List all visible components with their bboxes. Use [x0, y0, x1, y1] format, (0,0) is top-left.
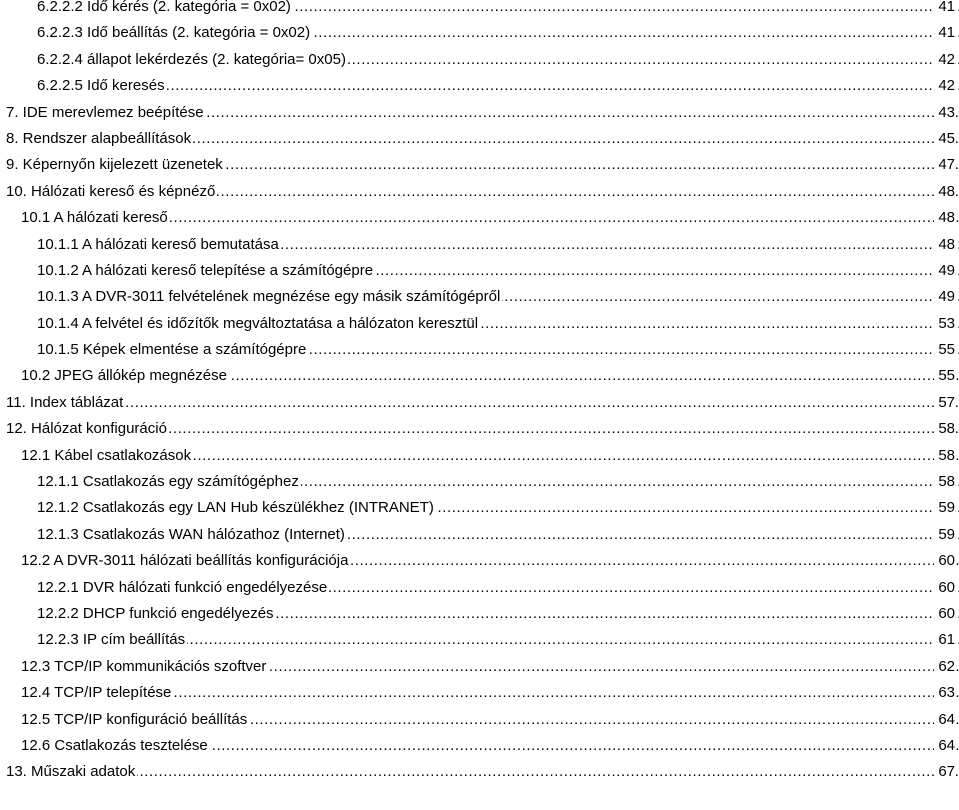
toc-entry-page: 49 — [934, 284, 955, 310]
toc-entry-title: 12.2.3 IP cím beállítás — [37, 627, 187, 653]
toc-entry-page: 64 — [934, 733, 955, 759]
toc-entry[interactable] — [0, 337, 959, 363]
toc-entry-title: 6.2.2.3 Idő beállítás (2. kategória = 0x02) — [37, 20, 312, 46]
toc-entry[interactable] — [0, 575, 959, 601]
toc-entry-page: 60 — [934, 601, 955, 627]
toc-entry[interactable] — [0, 363, 959, 389]
toc-entry-page: 61 — [934, 627, 955, 653]
toc-entry[interactable] — [0, 258, 959, 284]
toc-entry-title: 10.1.1 A hálózati kereső bemutatása — [37, 232, 281, 258]
toc-entry[interactable] — [0, 311, 959, 337]
toc-entry-page: 53 — [934, 311, 955, 337]
toc-entry-title: 10.1.4 A felvétel és időzítők megváltoztatása a hálózaton keresztül — [37, 311, 480, 337]
toc-entry[interactable] — [0, 680, 959, 706]
toc-entry-page: 63 — [934, 680, 955, 706]
toc-entry-title: 10.1 A hálózati kereső — [21, 205, 170, 231]
toc-entry-page: 60 — [934, 548, 955, 574]
toc-entry[interactable] — [0, 152, 959, 178]
toc-entry-title: 12.1.3 Csatlakozás WAN hálózathoz (Internet) — [37, 522, 347, 548]
toc-entry-page: 41 — [934, 0, 955, 20]
toc-entry-title: 10.1.5 Képek elmentése a számítógépre — [37, 337, 308, 363]
toc-entry-page: 55 — [934, 363, 955, 389]
toc-entry[interactable] — [0, 20, 959, 46]
toc-entry-title: 6.2.2.5 Idő keresés — [37, 73, 167, 99]
toc-entry-title: 12.2 A DVR-3011 hálózati beállítás konfigurációja — [21, 548, 350, 574]
toc-entry[interactable] — [0, 179, 959, 205]
toc-entry-title: 12.3 TCP/IP kommunikációs szoftver — [21, 654, 268, 680]
toc-entry[interactable] — [0, 47, 959, 73]
toc-entry-title: 6.2.2.4 állapot lekérdezés (2. kategória= 0x05) — [37, 47, 348, 73]
toc-entry-page: 67 — [934, 759, 955, 785]
toc-entry-page: 45 — [934, 126, 955, 152]
toc-entry[interactable] — [0, 759, 959, 785]
toc-entry[interactable] — [0, 522, 959, 548]
toc-entry-title: 7. IDE merevlemez beépítése — [6, 100, 206, 126]
toc-entry-page: 41 — [934, 20, 955, 46]
toc-entry[interactable] — [0, 73, 959, 99]
dot-leader — [6, 759, 959, 785]
toc-entry[interactable] — [0, 284, 959, 310]
toc-entry-page: 49 — [934, 258, 955, 284]
toc-entry-page: 48 — [934, 205, 955, 231]
toc-entry-title: 12.6 Csatlakozás tesztelése — [21, 733, 210, 759]
toc-entry[interactable] — [0, 654, 959, 680]
toc-entry-page: 60 — [934, 575, 955, 601]
toc-entry-title: 12.4 TCP/IP telepítése — [21, 680, 173, 706]
toc-entry-title: 6.2.2.2 Idő kérés (2. kategória = 0x02) — [37, 0, 293, 20]
toc-entry-title: 10.2 JPEG állókép megnézése — [21, 363, 229, 389]
toc-entry[interactable] — [0, 733, 959, 759]
toc-entry-title: 8. Rendszer alapbeállítások — [6, 126, 193, 152]
toc-entry-title: 12.1.1 Csatlakozás egy számítógéphez — [37, 469, 301, 495]
toc-entry[interactable] — [0, 601, 959, 627]
toc-entry-title: 12.1.2 Csatlakozás egy LAN Hub készülékhez (INTRANET) — [37, 495, 436, 521]
toc-entry[interactable] — [0, 205, 959, 231]
toc-entry-page: 62 — [934, 654, 955, 680]
dot-leader — [37, 73, 959, 99]
toc-entry-page: 64 — [934, 707, 955, 733]
toc-entry-page: 42 — [934, 47, 955, 73]
toc-entry-page: 55 — [934, 337, 955, 363]
toc-entry-title: 9. Képernyőn kijelezett üzenetek — [6, 152, 225, 178]
toc-entry[interactable] — [0, 416, 959, 442]
toc-entry[interactable] — [0, 443, 959, 469]
toc-entry[interactable] — [0, 0, 959, 20]
toc-entry[interactable] — [0, 232, 959, 258]
toc-entry-page: 59 — [934, 495, 955, 521]
toc-entry-page: 58 — [934, 416, 955, 442]
toc-entry-title: 12. Hálózat konfiguráció — [6, 416, 169, 442]
toc-entry-page: 48 — [934, 232, 955, 258]
toc-entry[interactable] — [0, 707, 959, 733]
toc-entry-title: 10. Hálózati kereső és képnéző — [6, 179, 217, 205]
toc-entry-title: 12.1 Kábel csatlakozások — [21, 443, 193, 469]
toc-entry-page: 59 — [934, 522, 955, 548]
toc-entry-title: 12.2.2 DHCP funkció engedélyezés — [37, 601, 276, 627]
toc-entry-page: 42 — [934, 73, 955, 99]
toc-entry[interactable] — [0, 390, 959, 416]
toc-entry[interactable] — [0, 100, 959, 126]
toc-entry-page: 58 — [934, 443, 955, 469]
toc-entry-page: 47 — [934, 152, 955, 178]
toc-entry-title: 12.5 TCP/IP konfiguráció beállítás — [21, 707, 249, 733]
toc-entry-page: 48 — [934, 179, 955, 205]
toc-entry[interactable] — [0, 548, 959, 574]
toc-entry[interactable] — [0, 495, 959, 521]
toc-entry[interactable] — [0, 469, 959, 495]
toc-entry-page: 57 — [934, 390, 955, 416]
toc-entry-title: 10.1.3 A DVR-3011 felvételének megnézése egy másik számítógépről — [37, 284, 502, 310]
toc-entry-page: 58 — [934, 469, 955, 495]
toc-entry-title: 11. Index táblázat — [6, 390, 125, 416]
toc-entry-title: 12.2.1 DVR hálózati funkció engedélyezése — [37, 575, 329, 601]
toc-entry-page: 43 — [934, 100, 955, 126]
toc-entry[interactable] — [0, 627, 959, 653]
toc-entry[interactable] — [0, 126, 959, 152]
dot-leader — [6, 390, 959, 416]
toc-entry-title: 10.1.2 A hálózati kereső telepítése a számítógépre — [37, 258, 375, 284]
toc-entry-title: 13. Műszaki adatok — [6, 759, 137, 785]
